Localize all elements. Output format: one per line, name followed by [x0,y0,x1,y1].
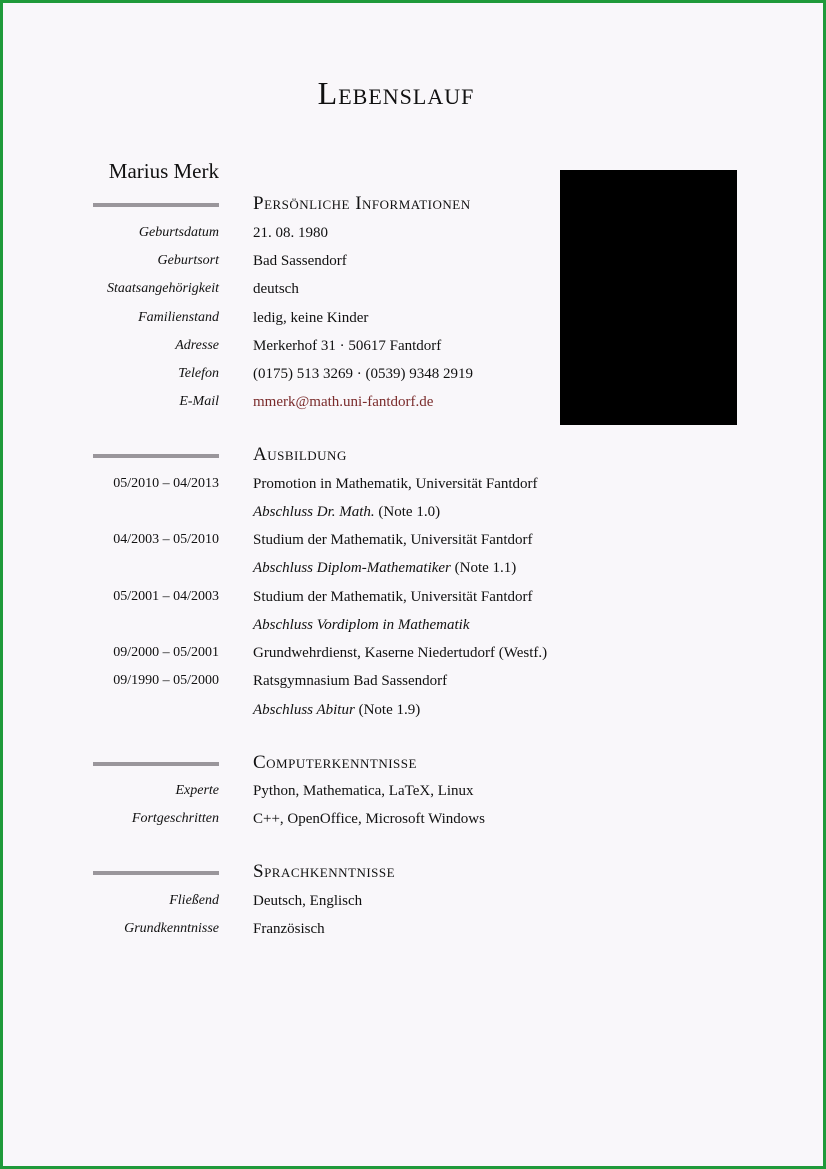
section-rule [93,203,219,207]
info-label: Staatsangehörigkeit [107,281,219,296]
language-value: Deutsch, Englisch [253,893,363,909]
language-value: Französisch [253,921,325,937]
skill-row [3,811,826,839]
language-level: Grundkenntnisse [124,921,219,936]
info-label: Geburtsort [157,253,219,268]
info-value: deutsch [253,281,299,297]
language-row [3,921,826,949]
education-row [3,673,826,701]
education-row [3,532,826,560]
info-row-birthdate [3,225,826,253]
education-detail-row [3,560,826,588]
language-level: Fließend [169,893,219,908]
education-detail-row [3,504,826,532]
education-row [3,589,826,617]
info-label: Adresse [175,338,219,353]
info-row-email [3,394,826,422]
grade-text: (Note 1.9) [354,702,421,718]
education-date: 04/2003 – 05/2010 [113,532,219,547]
page-title: Lebenslauf [317,75,475,111]
info-value: Bad Sassendorf [253,253,347,269]
info-row-marital-status [3,310,826,338]
info-value: 21. 08. 1980 [253,225,328,241]
info-value: (0175) 513 3269 · (0539) 9348 2919 [253,366,473,382]
skill-row [3,783,826,811]
degree-text: Abschluss Diplom-Mathematiker [253,560,451,576]
info-row-phone [3,366,826,394]
grade-text: (Note 1.0) [374,504,441,520]
education-detail-row [3,702,826,730]
info-label: Telefon [178,366,219,381]
degree-text: Abschluss Dr. Math. [253,504,375,520]
section-heading-education: Ausbildung [253,444,347,465]
section-heading-personal: Persönliche Informationen [253,193,471,214]
info-label: Familienstand [138,310,219,325]
info-label: E-Mail [179,394,219,409]
education-row [3,476,826,504]
skill-level: Experte [175,783,219,798]
grade-text: (Note 1.1) [450,560,517,576]
section-heading-computer: Computerkenntnisse [253,752,417,773]
degree-text: Abschluss Vordiplom in Mathematik [253,617,470,633]
education-date: 09/1990 – 05/2000 [113,673,219,688]
email-link[interactable]: mmerk@math.uni-fantdorf.de [253,394,434,410]
education-value: Ratsgymnasium Bad Sassendorf [253,673,448,689]
info-value: ledig, keine Kinder [253,310,369,326]
section-rule [93,762,219,766]
education-date: 05/2010 – 04/2013 [113,476,219,491]
info-label: Geburtsdatum [138,225,219,240]
education-value: Grundwehrdienst, Kaserne Niedertudorf (Westf.) [253,645,548,661]
education-detail-row [3,617,826,645]
skill-level: Fortgeschritten [131,811,219,826]
person-name: Marius Merk [108,159,219,183]
section-heading-languages: Sprachkenntnisse [253,861,396,882]
education-row [3,645,826,673]
skill-value: C++, OpenOffice, Microsoft Windows [253,811,485,827]
language-row [3,893,826,921]
info-row-birthplace [3,253,826,281]
section-rule [93,871,219,875]
degree-text: Abschluss Abitur [253,702,355,718]
skill-value: Python, Mathematica, LaTeX, Linux [253,783,474,799]
education-value: Promotion in Mathematik, Universität Fantdorf [253,476,538,492]
education-date: 05/2001 – 04/2003 [113,589,219,604]
education-date: 09/2000 – 05/2001 [113,645,219,660]
education-value: Studium der Mathematik, Universität Fantdorf [253,589,533,605]
education-value: Studium der Mathematik, Universität Fantdorf [253,532,533,548]
section-rule [93,454,219,458]
info-value: Merkerhof 31 · 50617 Fantdorf [253,338,442,354]
info-row-nationality [3,281,826,309]
info-row-address [3,338,826,366]
